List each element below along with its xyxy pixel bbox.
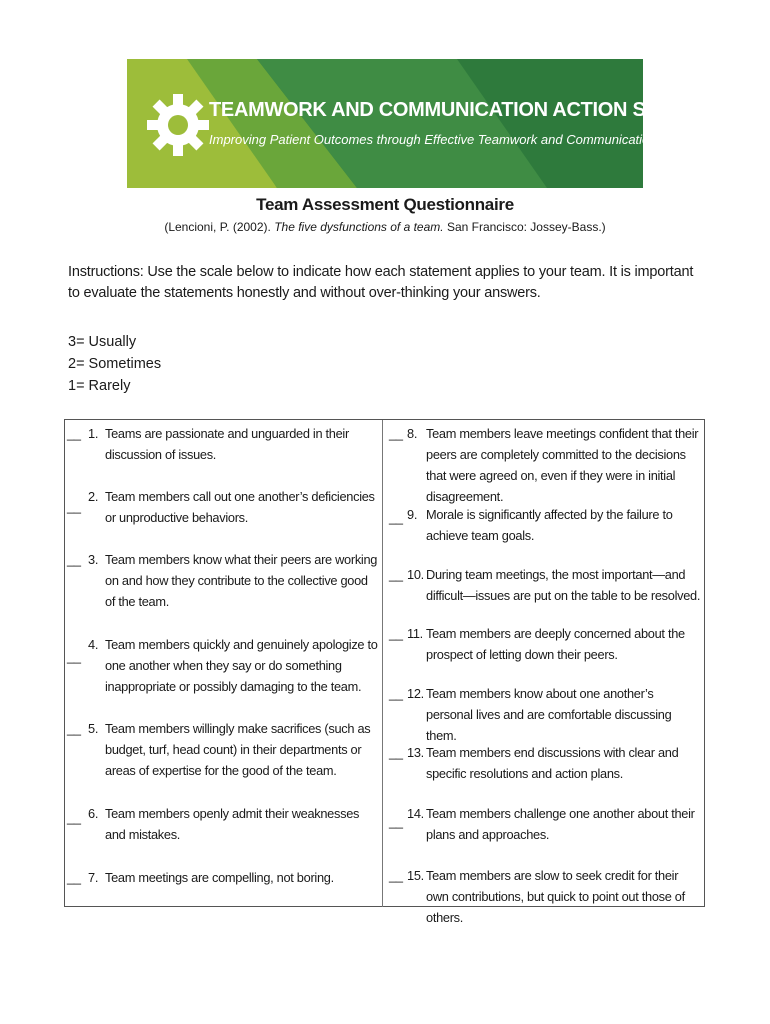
scale-sometimes: 2= Sometimes: [68, 356, 162, 372]
answer-blank[interactable]: __: [67, 499, 81, 514]
question-12: [389, 683, 701, 743]
question-4: [67, 634, 379, 700]
question-10: [389, 564, 701, 608]
question-text: Team members challenge one another about their plans and approaches.: [426, 806, 695, 842]
answer-blank[interactable]: __: [67, 426, 81, 441]
answer-blank[interactable]: __: [389, 626, 403, 641]
question-number: 15.: [407, 868, 424, 883]
question-8: [389, 423, 701, 504]
question-number: 10.: [407, 567, 424, 582]
question-14: [389, 803, 701, 847]
question-15: [389, 865, 701, 925]
citation-post: San Francisco: Jossey-Bass.): [443, 220, 606, 234]
question-number: 6.: [88, 806, 99, 821]
answer-blank[interactable]: __: [67, 870, 81, 885]
question-text: Team members know what their peers are working on and how they contribute to the collective good of the team.: [105, 552, 378, 609]
question-7: [67, 867, 379, 889]
question-text: Team members end discussions with clear and specific resolutions and action plans.: [426, 745, 679, 781]
question-text: During team meetings, the most important—and difficult—issues are put on the table to be resolved.: [426, 567, 701, 603]
instructions: Instructions: Use the scale below to indicate how each statement applies to your team. It is important to evaluate the statements honestly and without over-thinking your answers.: [68, 264, 694, 301]
answer-blank[interactable]: __: [389, 745, 403, 760]
question-text: Teams are passionate and unguarded in their discussion of issues.: [105, 426, 349, 462]
question-2: [67, 486, 379, 530]
scale-usually: 3= Usually: [68, 334, 137, 350]
citation: [0, 220, 770, 234]
banner-title: TEAMWORK AND COMMUNICATION ACTION SERIES:: [209, 99, 711, 121]
citation-title: The five dysfunctions of a team.: [274, 220, 444, 234]
answer-blank[interactable]: __: [67, 721, 81, 736]
question-text: Team meetings are compelling, not boring.: [105, 870, 334, 885]
question-11: [389, 623, 701, 667]
page-title: Team Assessment Questionnaire: [256, 195, 514, 214]
answer-blank[interactable]: __: [389, 686, 403, 701]
question-text: Team members quickly and genuinely apologize to one another when they say or do something inappropriate or possibly damaging to the team.: [105, 637, 378, 694]
answer-blank[interactable]: __: [389, 814, 403, 829]
question-13: [389, 742, 701, 786]
question-number: 7.: [88, 870, 99, 885]
question-number: 12.: [407, 686, 424, 701]
question-text: Team members call out one another’s deficiencies or unproductive behaviors.: [105, 489, 375, 525]
answer-blank[interactable]: __: [389, 510, 403, 525]
answer-blank[interactable]: __: [67, 810, 81, 825]
question-text: Team members leave meetings confident that their peers are completely committed to the decisions that were agreed on, even if they were in initial disagreement.: [426, 426, 699, 504]
answer-blank[interactable]: __: [389, 426, 403, 441]
question-text: Team members know about one another’s personal lives and are comfortable discussing them.: [426, 686, 672, 743]
rating-scale: [68, 331, 161, 397]
question-9: [389, 504, 701, 548]
answer-blank[interactable]: __: [67, 649, 81, 664]
question-number: 1.: [88, 426, 99, 441]
question-number: 9.: [407, 507, 418, 522]
question-number: 2.: [88, 489, 99, 504]
question-number: 8.: [407, 426, 418, 441]
series-banner: [127, 59, 711, 188]
question-number: 14.: [407, 806, 424, 821]
scale-rarely: 1= Rarely: [68, 378, 131, 394]
question-number: 13.: [407, 745, 424, 760]
question-text: Team members openly admit their weaknesses and mistakes.: [105, 806, 360, 842]
answer-blank[interactable]: __: [389, 868, 403, 883]
question-6: [67, 803, 379, 847]
question-text: Team members willingly make sacrifices (such as budget, turf, head count) in their departments or areas of expertise for the good of the team.: [105, 721, 371, 778]
question-5: [67, 718, 379, 784]
citation-pre: (Lencioni, P. (2002).: [164, 220, 275, 234]
answer-blank[interactable]: __: [389, 567, 403, 582]
question-number: 4.: [88, 637, 99, 652]
question-number: 3.: [88, 552, 99, 567]
gear-icon: [147, 94, 209, 156]
question-text: Team members are deeply concerned about the prospect of letting down their peers.: [426, 626, 685, 662]
question-1: [67, 423, 379, 467]
question-3: [67, 549, 379, 615]
question-text: Team members are slow to seek credit for their own contributions, but quick to point out those of others.: [426, 868, 685, 925]
question-text: Morale is significantly affected by the failure to achieve team goals.: [426, 507, 673, 543]
answer-blank[interactable]: __: [67, 552, 81, 567]
question-number: 5.: [88, 721, 99, 736]
column-divider: [382, 420, 383, 907]
question-number: 11.: [407, 626, 423, 641]
banner-subtitle: Improving Patient Outcomes through Effective Teamwork and Communication: [209, 132, 657, 147]
